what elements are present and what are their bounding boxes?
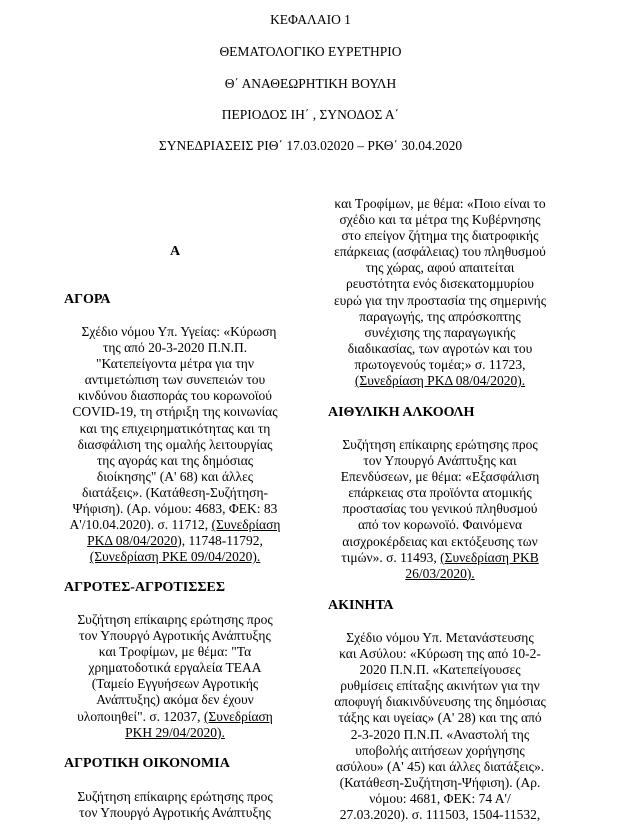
letter-heading: Α	[169, 244, 181, 259]
chapter-title: ΚΕΦΑΛΑΙΟ 1	[270, 12, 351, 27]
sessions-title: ΣΥΝΕΔΡΙΑΣΕΙΣ ΡΙΘ΄ 17.03.02020 – ΡΚΘ΄ 30.04.2020	[158, 138, 463, 153]
session-link[interactable]: (Συνεδρίαση ΡΚΒ	[440, 549, 539, 565]
session-link[interactable]: ΡΚΔ 08/04/2020	[87, 533, 178, 549]
session-link[interactable]: 26/03/2020).	[405, 565, 475, 581]
entry-agrotiki: Συζήτηση επίκαιρης ερώτησης προς τον Υπουργό Αγροτικής Ανάπτυξης	[77, 789, 273, 821]
entry-agrotes: Συζήτηση επίκαιρης ερώτησης προς τον Υπουργό Αγροτικής Ανάπτυξης και Τροφίμων, με θέμα: "Τα χρηματοδοτικά εργαλεία ΤΕΑΑ (Ταμείο Εγγυήσεων Αγροτικής Ανάπτυξης) ακόμα δεν έχουν υλοποιηθεί". σ. 12037, (Συνεδρίαση ΡΚΗ 29/04/2020).	[64, 612, 286, 741]
parliament-title: Θ΄ ΑΝΑΘΕΩΡΗΤΙΚΗ ΒΟΥΛΗ	[224, 76, 397, 91]
entry-heading-agora: ΑΓΟΡΑ	[64, 292, 111, 307]
entry-aithyliki: Συζήτηση επίκαιρης ερώτησης προς τον Υπουργό Ανάπτυξης και Επενδύσεων, με θέμα: «Εξασφάλιση επάρκειας στα προϊόντα ατομικής προστασίας του γενικού πληθυσμού από τον κορωνοϊό. Φαινόμενα αισχροκέρδειας και εκτόξευσης των τιμών». σ. 11493, (Συνεδρίαση ΡΚΒ 26/03/2020).	[328, 437, 552, 582]
period-title: ΠΕΡΙΟΔΟΣ ΙΗ΄ , ΣΥΝΟΔΟΣ Α΄	[221, 107, 400, 122]
entry-heading-aithyliki: ΑΙΘΥΛΙΚΗ ΑΛΚΟΟΛΗ	[328, 405, 475, 420]
entry-heading-agrotes: ΑΓΡΟΤΕΣ-ΑΓΡΟΤΙΣΣΕΣ	[64, 580, 225, 595]
session-link[interactable]: ΡΚΗ 29/04/2020).	[125, 724, 225, 740]
entry-heading-akinita: ΑΚΙΝΗΤΑ	[328, 598, 394, 613]
index-title: ΘΕΜΑΤΟΛΟΓΙΚΟ ΕΥΡΕΤΗΡΙΟ	[219, 44, 402, 59]
session-link[interactable]: (Συνεδρίαση	[211, 517, 281, 533]
session-link[interactable]: (Συνεδρίαση ΡΚΕ 09/04/2020).	[89, 549, 261, 565]
entry-akinita: Σχέδιο νόμου Υπ. Μετανάστευσης και Ασύλου: «Κύρωση της από 10-2- 2020 Π.Ν.Π. «Κατεπείγουσες ρυθμίσεις επίταξης ακινήτων για την αποφυγή διακινδύνευσης της δημόσιας τάξης και υγείας» (Α' 28) και της από 2-3-2020 Π.Ν.Π. «Αναστολή της υποβολής αιτήσεων χορήγησης ασύλου» (Α' 45) και άλλες διατάξεις». (Κατάθεση-Συζήτηση-Ψήφιση). (Αρ. νόμου: 4681, ΦΕΚ: 74 Α'/ 27.03.2020). σ. 111503, 1504-11532,	[334, 630, 546, 823]
entry-continuation: και Τροφίμων, με θέμα: «Ποιο είναι το σχέδιο και τα μέτρα της Κυβέρνησης στο επείγον ζήτημα της διατροφικής επάρκειας (ασφάλειας) του πληθυσμού της χώρας, αφού απαιτείται ρευστότητα ενός δισεκατομμυρίου ευρώ για την προστασία της σημερινής παραγωγής, της απρόσκοπτης συνέχισης της παραγωγικής διαδικασίας, των αγροτών και του πρωτογενούς τομέα;» σ. 11723, (Συνεδρίαση ΡΚΔ 08/04/2020).	[328, 196, 552, 389]
entry-heading-agrotiki: ΑΓΡΟΤΙΚΗ ΟΙΚΟΝΟΜΙΑ	[64, 756, 230, 771]
session-link[interactable]: (Συνεδρίαση	[203, 708, 273, 724]
entry-agora: Σχέδιο νόμου Υπ. Υγείας: «Κύρωση της από 20-3-2020 Π.Ν.Π. "Κατεπείγοντα μέτρα για την αντιμετώπιση των συνεπειών του κινδύνου διασποράς του κορωνοϊού COVID-19, τη στήριξη της κοινωνίας και της επιχειρηματικότητας και τη διασφάλιση της ομαλής λειτουργίας της αγοράς και της δημόσιας διοίκησης" (Α' 68) και άλλες διατάξεις». (Κατάθεση-Συζήτηση- Ψήφιση). (Αρ. νόμου: 4683, ΦΕΚ: 83 Α'/10.04.2020). σ. 11712, (Συνεδρίαση ΡΚΔ 08/04/2020), 11748-11792, (Συνεδρίαση ΡΚΕ 09/04/2020).	[64, 324, 286, 565]
session-link[interactable]: (Συνεδρίαση ΡΚΔ 08/04/2020).	[354, 373, 526, 389]
